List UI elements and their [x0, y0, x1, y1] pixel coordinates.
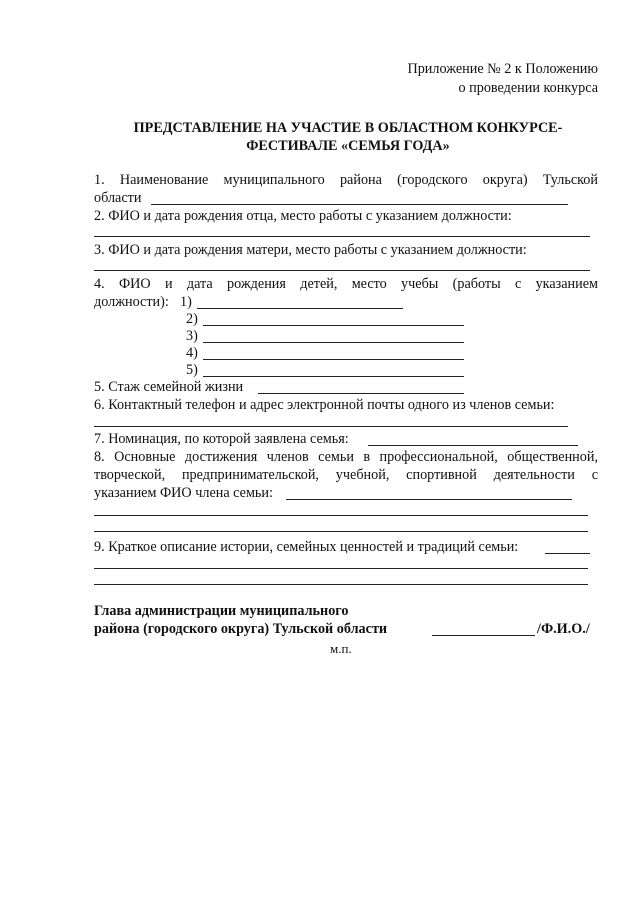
item-5-answer-line[interactable]: [258, 393, 464, 394]
item-4-text-cont: должности):: [94, 294, 169, 310]
item-2-answer-line[interactable]: [94, 236, 590, 237]
item-8-text-cont-2: указанием ФИО члена семьи:: [94, 485, 273, 501]
item-9-answer-line-3[interactable]: [94, 584, 588, 585]
signatory-title-line-2: района (городского округа) Тульской области: [94, 621, 388, 637]
item-2-text: 2. ФИО и дата рождения отца, место работы с указанием должности:: [94, 208, 512, 224]
item-7-text: 7. Номинация, по которой заявлена семья:: [94, 431, 349, 447]
item-1-text: 1. Наименование муниципального района (городского округа) Тульской: [94, 172, 598, 188]
stamp-place-label: м.п.: [330, 641, 352, 656]
item-8-answer-line-2[interactable]: [94, 515, 588, 516]
item-8-text-cont-1: творческой, предпринимательской, учебной, спортивной деятельности с: [94, 467, 598, 483]
appendix-line-1: Приложение № 2 к Положению: [407, 61, 598, 77]
child-1-answer-line[interactable]: [197, 308, 403, 309]
item-8-text: 8. Основные достижения членов семьи в профессиональной, общественной,: [94, 449, 598, 465]
signature-line[interactable]: [432, 635, 535, 636]
child-2-answer-line[interactable]: [203, 325, 464, 326]
appendix-line-2: о проведении конкурса: [458, 80, 598, 96]
item-9-text: 9. Краткое описание истории, семейных ценностей и традиций семьи:: [94, 539, 519, 555]
document-title-line-2: ФЕСТИВАЛЕ «СЕМЬЯ ГОДА»: [246, 138, 450, 154]
item-4-text: 4. ФИО и дата рождения детей, место учебы (работы с указанием: [94, 276, 598, 292]
child-5-label: 5): [186, 362, 198, 378]
child-3-answer-line[interactable]: [203, 342, 464, 343]
signatory-title-line-1: Глава администрации муниципального: [94, 603, 349, 619]
child-5-answer-line[interactable]: [203, 376, 464, 377]
signature-fio: /Ф.И.О./: [537, 621, 590, 637]
child-1-label: 1): [180, 294, 192, 310]
item-5-text: 5. Стаж семейной жизни: [94, 379, 244, 395]
item-9-answer-line-2[interactable]: [94, 568, 588, 569]
item-3-answer-line[interactable]: [94, 270, 590, 271]
child-2-label: 2): [186, 311, 198, 327]
item-7-answer-line[interactable]: [368, 445, 578, 446]
item-1-text-cont: области: [94, 190, 142, 206]
item-9-answer-line-1[interactable]: [545, 553, 590, 554]
document-title-line-1: ПРЕДСТАВЛЕНИЕ НА УЧАСТИЕ В ОБЛАСТНОМ КОНКУРСЕ-: [133, 120, 563, 136]
child-3-label: 3): [186, 328, 198, 344]
item-6-text: 6. Контактный телефон и адрес электронной почты одного из членов семьи:: [94, 397, 555, 413]
item-6-answer-line[interactable]: [94, 426, 568, 427]
item-3-text: 3. ФИО и дата рождения матери, место работы с указанием должности:: [94, 242, 527, 258]
child-4-label: 4): [186, 345, 198, 361]
item-8-answer-line-3[interactable]: [94, 531, 588, 532]
child-4-answer-line[interactable]: [203, 359, 464, 360]
item-1-answer-line[interactable]: [151, 204, 568, 205]
item-8-answer-line-1[interactable]: [286, 499, 572, 500]
